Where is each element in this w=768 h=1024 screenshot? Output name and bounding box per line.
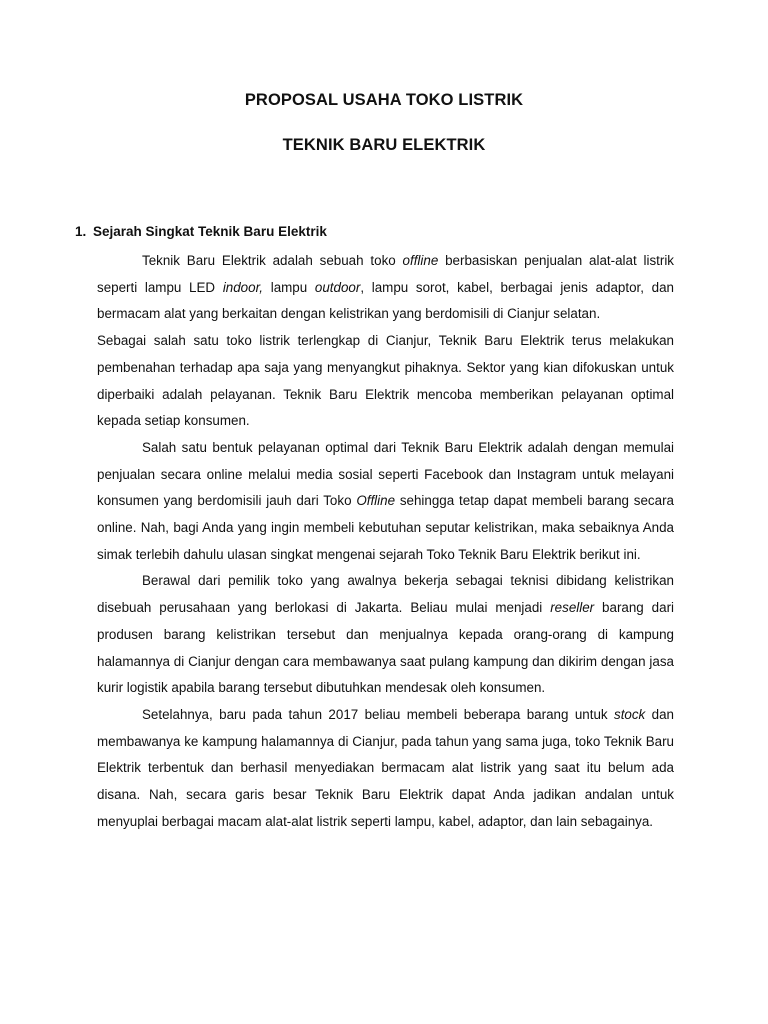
paragraph-italic-term: outdoor: [314, 279, 361, 295]
section-body: [97, 248, 674, 835]
paragraph-text: sehingga tetap dapat membeli barang secara online. Nah, bagi Anda yang ingin membeli kebutuhan seputar kelistrikan, maka sebaiknya Anda simak terlebih dahulu ulasan singkat mengenai sejarah Toko Teknik Baru Elektrik berikut ini.: [97, 493, 674, 562]
section-heading-text: Sejarah Singkat Teknik Baru Elektrik: [93, 224, 327, 239]
paragraph-text: , lampu sorot, kabel, berbagai jenis adaptor, dan bermacam alat yang berkaitan dengan kelistrikan yang berdomisili di Cianjur selatan.: [97, 279, 675, 322]
paragraph-1: [97, 248, 674, 328]
paragraph-italic-term: indoor,: [222, 279, 264, 295]
paragraph-text: lampu: [263, 279, 315, 295]
document-title: PROPOSAL USAHA TOKO LISTRIK: [244, 91, 524, 109]
section-number: 1.: [75, 224, 87, 239]
section-heading: [75, 224, 327, 239]
paragraph-text: dan membawanya ke kampung halamannya di Cianjur, pada tahun yang sama juga, toko Teknik Baru Elektrik terbentuk dan berhasil menyediakan bermacam alat listrik yang saat itu belum ada disana. Nah, secara garis besar Teknik Baru Elektrik dapat Anda jadikan andalan untuk menyuplai berbagai macam alat-alat listrik seperti lampu, kabel, adaptor, dan lain sebagainya.: [97, 706, 675, 829]
paragraph-italic-term: Offline: [356, 493, 396, 509]
paragraph-text: Berawal dari pemilik toko yang awalnya bekerja sebagai teknisi dibidang kelistrikan disebuah perusahaan yang berlokasi di Jakarta. Beliau mulai menjadi: [97, 573, 674, 616]
paragraph-text: barang dari produsen barang kelistrikan tersebut dan menjualnya kepada orang-orang di kampung halamannya di Cianjur dengan cara membawanya saat pulang kampung dan dikirim dengan jasa kurir logistik apabila barang tersebut dibutuhkan mendesak oleh konsumen.: [97, 600, 674, 696]
paragraph-italic-term: offline: [402, 253, 439, 268]
paragraph-text: Teknik Baru Elektrik adalah sebuah toko: [142, 253, 403, 268]
document-subtitle: TEKNIK BARU ELEKTRIK: [282, 136, 486, 154]
paragraph-italic-term: reseller: [550, 600, 595, 616]
paragraph-3: [97, 435, 674, 569]
paragraph-4: [97, 568, 674, 702]
paragraph-2: [97, 328, 674, 435]
paragraph-text: berbasiskan penjualan alat-alat listrik seperti lampu LED: [97, 253, 674, 295]
paragraph-5: [97, 702, 674, 836]
paragraph-text: Sebagai salah satu toko listrik terlengkap di Cianjur, Teknik Baru Elektrik terus melakukan pembenahan terhadap apa saja yang menyangkut pihaknya. Sektor yang kian difokuskan untuk diperbaiki adalah pelayanan. Teknik Baru Elektrik mencoba memberikan pelayanan optimal kepada setiap konsumen.: [97, 333, 674, 429]
paragraph-text: Setelahnya, baru pada tahun 2017 beliau membeli beberapa barang untuk: [142, 706, 614, 722]
paragraph-italic-term: stock: [614, 706, 646, 722]
paragraph-text: Salah satu bentuk pelayanan optimal dari Teknik Baru Elektrik adalah dengan memulai penjualan secara online melalui media sosial seperti Facebook dan Instagram untuk melayani konsumen yang berdomisili jauh dari Toko: [97, 439, 674, 509]
